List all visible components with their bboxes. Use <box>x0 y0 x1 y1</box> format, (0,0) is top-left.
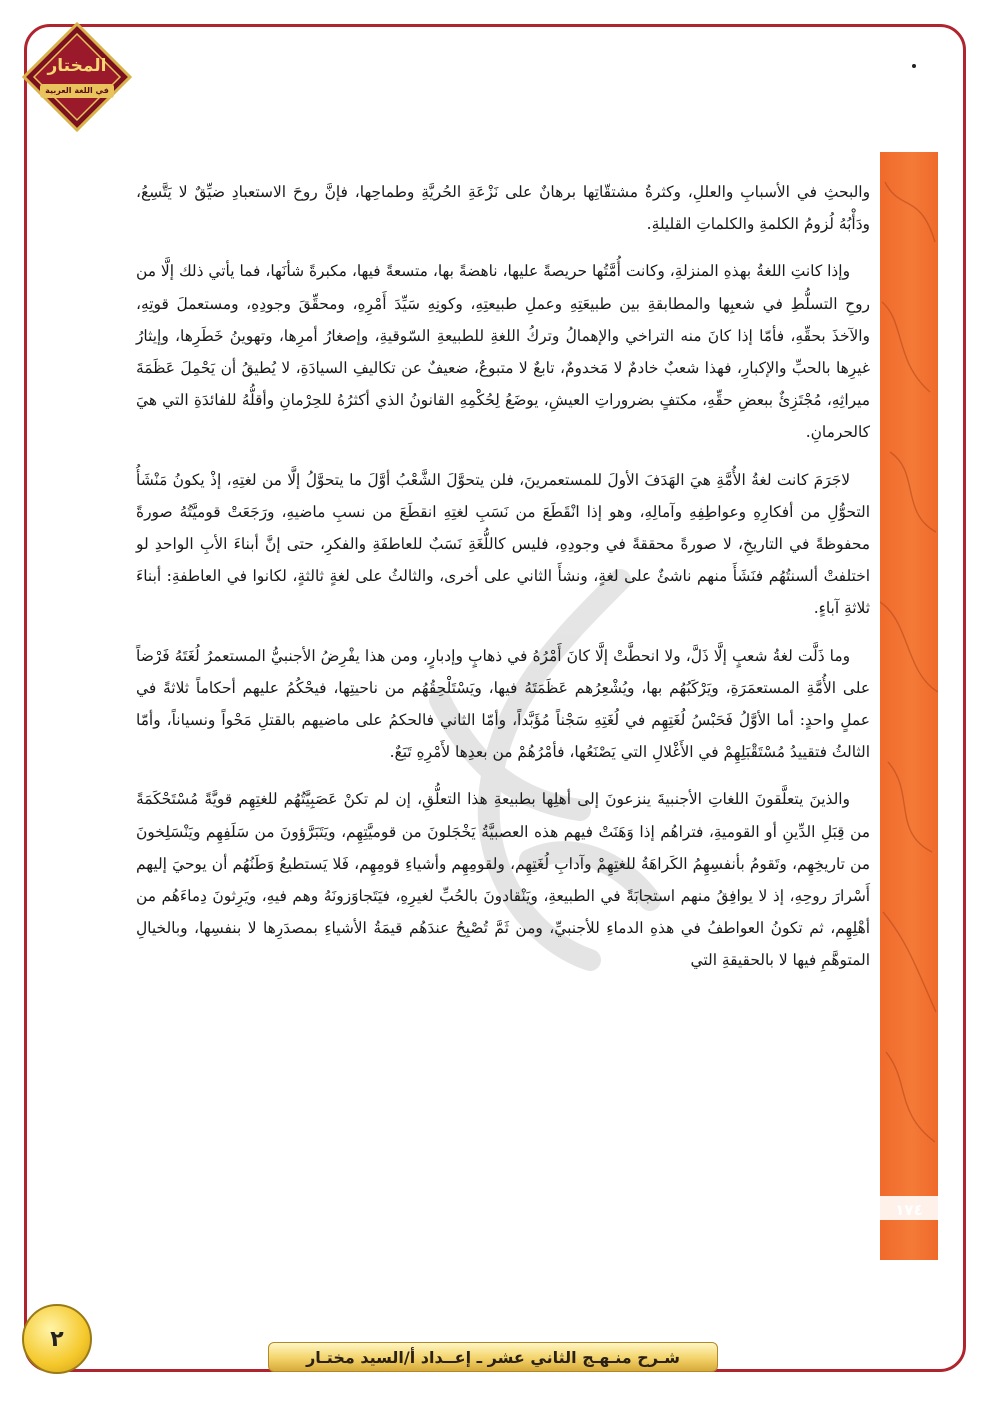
footer-text: شـرح منـهـج الثاني عشر ـ إعــداد أ/السيد مختـار <box>306 1347 680 1367</box>
paragraph-4: وما ذَلَّت لغةُ شعبٍ إلَّا ذَلَّ، ولا انحطَّتْ إلَّا كانَ أَمْرُهُ في ذهابٍ وإدبارٍ، ومن هذا يفْرِضُ الأجنبيُّ المستعمرُ لُغَتَهُ فَرْضاً على الأُمَّةِ المستعمَرَةِ، ويَرْكَبُهُم بها، ويُشْعِرُهم عَظَمَتَهُ فيها، ويَسْتَلْحِقُهُم من ناحيتِها، فيحْكُمُ عليهم أحكاماً ثلاثةً في عملٍ واحدٍ: أما الأوَّلُ فَحَبْسُ لُغَتِهِم في لُغَتِهِ سَجْناً مُؤَبَّداً، وأمّا الثاني فالحكمُ على ماضيهم بالقتلِ مَحْواً ونسياناً، وأمّا الثالثُ فتقييدُ مُسْتَقْبَلِهِمْ في الأَغْلالِ التي يَصْنَعُها، فأمْرُهُمْ من بعدِها لأَمْرِهِ تَبَعٌ. <box>136 646 870 762</box>
logo-title: المختار <box>47 56 107 76</box>
paragraph-2: وإذا كانتِ اللغةُ بهذهِ المنزلةِ، وكانت أُمَّتُها حريصةً عليها، ناهضةً بها، متسعةً فيها، مكبرةً شأنَها، فما يأتي ذلك إلَّا من روحِ التسلُّطِ في شعبِها والمطابقةِ بين طبيعَتِهِ وعملِ طبيعتِهِ، وكونِهِ سَيِّدَ أَمْرِهِ، ومحقِّقَ وجودِهِ، ومستعملَ قوتِهِ، والآخذَ بحقِّهِ، فأمّا إذا كانَ منه التراخي والإهمالُ وتركُ اللغةِ للطبيعةِ السّوقيةِ، وإصغارُ أمرِها، وتهوينُ خَطَرِها، وإيثارُ غيرِها بالحبِّ والإكبارِ، فهذا شعبٌ خادمٌ لا مَخدومٌ، تابعٌ لا متبوعٌ، ضعيفٌ عن تكاليفِ السيادَةِ، لا يُطيقُ أن يَحْمِلَ عَظَمَةَ ميراثِهِ، مُجْتَزِئٌ ببعضِ حقِّهِ، مكتفٍ بضروراتِ العيشِ، يوضَعُ لِحُكْمِهِ القانونُ الذي أكثرُهُ للحِرْمانِ وأقلُّهُ للفائدَةِ التي هيَ كالحرمانِ. <box>136 262 870 442</box>
decorative-side-band <box>880 152 938 1260</box>
logo-subtitle: في اللغة العربية <box>45 86 109 95</box>
logo-diamond-icon <box>22 22 132 132</box>
paragraph-1: والبحثِ في الأسبابِ والعللِ، وكثرةُ مشتقّاتِها برهانٌ على نَزْعَةِ الحُريَّةِ وطماحِها، فإنَّ روحَ الاستعبادِ ضيِّقٌ لا يَتَّسِعُ، ودَأْبُهُ لُزومُ الكلمةِ والكلماتِ القليلةِ. <box>136 183 870 234</box>
paragraph-5: والذينَ يتعلَّقونَ اللغاتِ الأجنبيةَ ينزعونَ إلى أهلِها بطبيعةِ هذا التعلُّقِ، إن لم تكنْ عَصَبِيَّتُهُم للغتِهِم قويَّةً مُسْتَحْكَمَةً من قِبَلِ الدِّينِ أو القوميةِ، فتراهُم إذا وَهَنَتْ فيهم هذه العصبيَّةُ يَخْجَلونَ من قوميَّتِهِم، ويَتَبَرَّؤونَ من سَلَفِهِم ويَنْسَلِخونَ من تاريخِهِم، وتَقومُ بأنفسِهِمُ الكَراهَةُ للغتِهِمْ وآدابِ لُغَتِهِم، ولقومِهِم وأشياءِ قومِهِم، فَلا يَستطيعُ وَطَنُهُم أن يوحيَ إليهم أَسْرارَ روحِهِ، إذ لا يوافِقُ منهم استجابَةً في الطبيعةِ، ويَنْقادونَ بالحُبِّ لغيرِهِ، فيَتَجاوَزونَهُ وهم فيهِ، ويَرِثونَ دِماءَهُم من أهْلِهِم، ثم تكونُ العواطفُ في هذهِ الدماءِ للأجنبيِّ، ومن ثَمَّ تُصْبِحُ عندَهُم قيمَةُ الأشياءِ بمصدَرِها لا بنفسِها، وبالخيالِ المتوهَّمِ فيها لا بالحقيقةِ التي <box>136 790 870 970</box>
sheet-number: ٢ <box>50 1326 64 1352</box>
page-number: ١٧٤ <box>895 1201 923 1219</box>
publisher-logo <box>22 22 132 132</box>
marker-dot <box>912 64 916 68</box>
article-body <box>136 176 870 992</box>
footer-banner <box>268 1342 718 1372</box>
sheet-number-badge <box>22 1304 92 1374</box>
paragraph-3: لاجَرَمَ كانت لغةُ الأُمَّةِ هيَ الهَدَفَ الأولَ للمستعمرينَ، فلن يتحوَّلَ الشَّعْبُ أوَّلَ ما يتحوَّلُ إلَّا من لغتِهِ، إذْ يكونُ مَنْشَأُ التحوُّلِ من أفكارِهِ وعواطِفِهِ وآمالِهِ، وهو إذا انْقَطَعَ من نَسَبِ لغتِهِ انقطَعَ من نسبِ ماضيهِ، ورَجَعَتْ قوميَّتُهُ صورةً محفوظةً في التاريخِ، لا صورةً محققةً في وجودِهِ، فليس كاللُّغَةِ نَسَبٌ للعاطفَةِ والفكرِ، حتى إنَّ أبناءَ الأبِ الواحدِ لو اختلفتْ ألسنتُهُم فنَشَأَ منهم ناشئٌ على لغةٍ، ونشأَ الثاني على أخرى، والثالثُ على لغةٍ ثالثةٍ، لكانوا في العاطفةِ: أبناءَ ثلاثةِ آباءٍ. <box>136 470 870 618</box>
band-pattern-icon <box>880 152 938 1260</box>
